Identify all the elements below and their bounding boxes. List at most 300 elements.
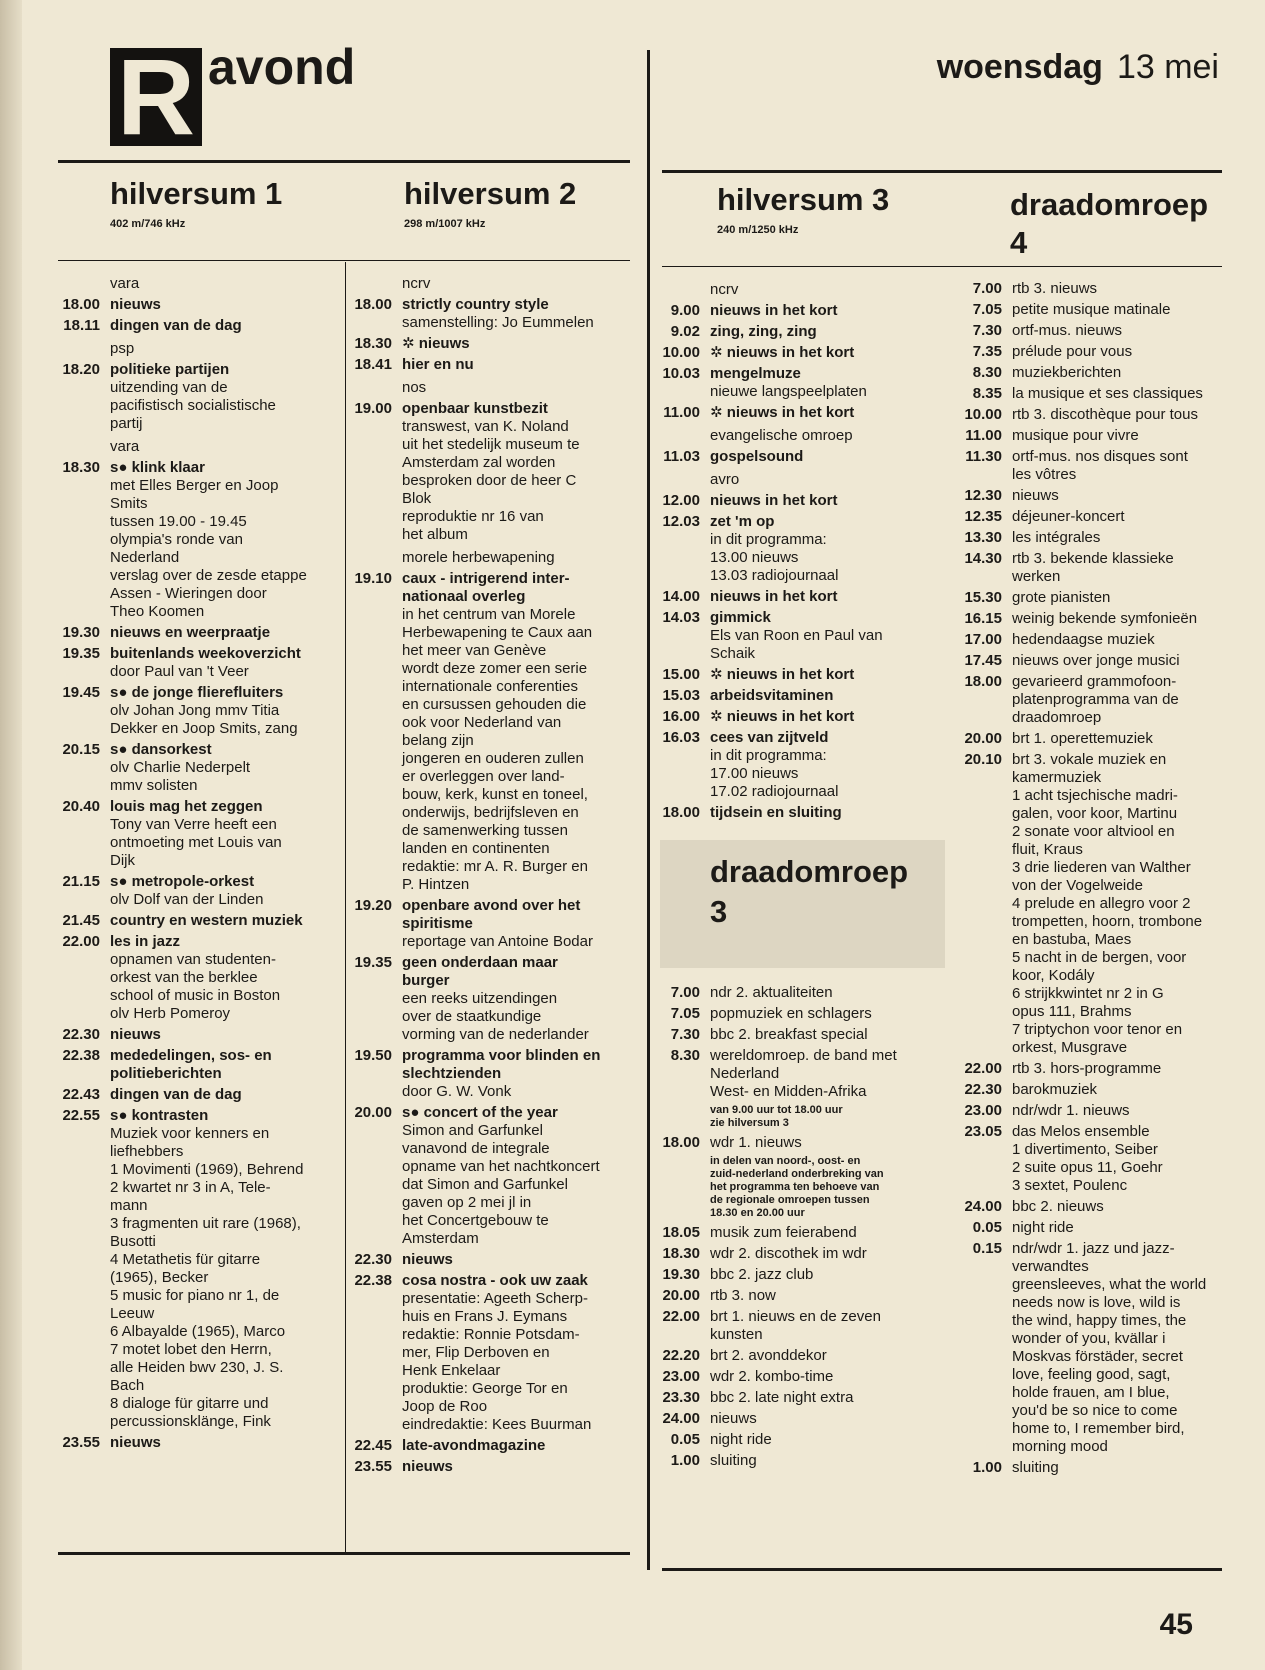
program-desc bbox=[402, 1047, 642, 1101]
program-row bbox=[342, 570, 642, 894]
program-desc bbox=[710, 1266, 950, 1284]
program-time: 7.00 bbox=[670, 984, 700, 1001]
program-title: déjeuner-koncert bbox=[1012, 508, 1125, 525]
program-title: nieuws in het kort bbox=[710, 302, 838, 319]
program-desc bbox=[1012, 406, 1242, 424]
program-desc bbox=[402, 1272, 642, 1434]
program-title: ndr/wdr 1. jazz und jazz- verwandtes greensleeves, what the world needs now is love, wild is the wind, happy times, the wonder of you, kvällar i Moskvas förstäder, secret love, feeling good, sagt, holde frauen, am I blue, you'd be so nice to come home to, I remember bird, morning mood bbox=[1012, 1240, 1207, 1455]
freq-hilversum-1: 402 m/746 kHz bbox=[110, 218, 186, 230]
program-time: 22.38 bbox=[354, 1272, 392, 1289]
program-row bbox=[952, 487, 1242, 505]
program-time: 18.30 bbox=[62, 459, 100, 476]
program-time: 8.30 bbox=[670, 1047, 700, 1064]
program-row bbox=[650, 984, 950, 1002]
program-title: ndr 2. aktualiteiten bbox=[710, 984, 833, 1001]
program-title: brt 1. nieuws en de zeven kunsten bbox=[710, 1308, 881, 1343]
broadcaster-label: morele herbewapening bbox=[402, 549, 555, 566]
program-time: 18.00 bbox=[62, 296, 100, 313]
program-title: ortf-mus. nos disques sont les vôtres bbox=[1012, 448, 1188, 483]
program-time: 16.15 bbox=[964, 610, 1002, 627]
program-desc bbox=[110, 912, 340, 930]
program-row bbox=[650, 1389, 950, 1407]
program-row bbox=[50, 684, 340, 738]
program-title: sluiting bbox=[710, 1452, 757, 1469]
program-time: 23.00 bbox=[662, 1368, 700, 1385]
program-desc bbox=[710, 1347, 950, 1365]
program-row bbox=[952, 301, 1242, 319]
program-row bbox=[952, 1123, 1242, 1195]
program-time: 0.15 bbox=[972, 1240, 1002, 1257]
program-row bbox=[342, 1047, 642, 1101]
program-time: 7.00 bbox=[972, 280, 1002, 297]
program-title: ndr/wdr 1. nieuws bbox=[1012, 1102, 1130, 1119]
program-desc bbox=[710, 302, 940, 320]
program-desc bbox=[110, 1047, 340, 1083]
program-title: musique pour vivre bbox=[1012, 427, 1139, 444]
program-time: 22.00 bbox=[662, 1308, 700, 1325]
program-row bbox=[952, 1219, 1242, 1237]
program-desc bbox=[1012, 427, 1242, 445]
program-desc bbox=[710, 1287, 950, 1305]
program-row bbox=[952, 364, 1242, 382]
program-details: reportage van Antoine Bodar bbox=[402, 933, 593, 950]
program-time: 19.30 bbox=[662, 1266, 700, 1283]
broadcaster-label: avro bbox=[710, 471, 740, 488]
program-desc bbox=[402, 954, 642, 1044]
broadcaster-label: vara bbox=[110, 275, 140, 292]
program-title: cosa nostra - ook uw zaak bbox=[402, 1272, 588, 1289]
program-desc bbox=[110, 1434, 340, 1452]
program-time: 11.00 bbox=[663, 404, 700, 421]
program-row bbox=[650, 344, 940, 362]
program-title: cees van zijtveld bbox=[710, 729, 829, 746]
program-row bbox=[952, 730, 1242, 748]
program-title: wereldomroep. de band met Nederland West- en Midden-Afrika bbox=[710, 1047, 897, 1100]
program-title: zet 'm op bbox=[710, 513, 775, 530]
program-title: strictly country style bbox=[402, 296, 549, 313]
program-time: 1.00 bbox=[972, 1459, 1002, 1476]
program-time: 18.30 bbox=[662, 1245, 700, 1262]
program-desc bbox=[110, 459, 340, 621]
program-desc bbox=[710, 513, 940, 585]
program-row bbox=[650, 1005, 950, 1023]
program-time: 16.00 bbox=[662, 708, 700, 725]
program-row bbox=[50, 361, 340, 433]
program-title: petite musique matinale bbox=[1012, 301, 1171, 318]
program-row bbox=[952, 1081, 1242, 1099]
program-title: les in jazz bbox=[110, 933, 181, 950]
program-time: 22.30 bbox=[964, 1081, 1002, 1098]
program-time: 19.45 bbox=[62, 684, 100, 701]
program-row bbox=[50, 317, 340, 335]
broadcaster-label: vara bbox=[110, 438, 140, 455]
program-title: wdr 2. discothek im wdr bbox=[710, 1245, 867, 1262]
program-title: gospelsound bbox=[710, 448, 804, 465]
program-time: 7.30 bbox=[972, 322, 1002, 339]
program-time: 10.00 bbox=[662, 344, 700, 361]
program-desc bbox=[1012, 730, 1242, 748]
program-desc bbox=[402, 400, 642, 544]
program-row bbox=[650, 1224, 950, 1242]
program-title: nieuws bbox=[1012, 487, 1059, 504]
schedule-hilversum-1 bbox=[50, 270, 340, 1455]
program-title: dingen van de dag bbox=[110, 317, 242, 334]
program-time: 11.30 bbox=[965, 448, 1002, 465]
program-row bbox=[50, 1047, 340, 1083]
program-time: 19.10 bbox=[354, 570, 392, 587]
program-title: bbc 2. breakfast special bbox=[710, 1026, 868, 1043]
program-details: olv Johan Jong mmv Titia Dekker en Joop Smits, zang bbox=[110, 702, 298, 737]
schedule-note: van 9.00 uur tot 18.00 uur zie hilversum 3 bbox=[710, 1104, 843, 1129]
program-time: 17.00 bbox=[964, 631, 1002, 648]
program-desc bbox=[710, 365, 940, 401]
program-title: gevarieerd grammofoon- platenprogramma van de draadomroep bbox=[1012, 673, 1179, 726]
weekday: woensdag bbox=[936, 48, 1103, 86]
rule-bottom-left bbox=[58, 1552, 630, 1555]
program-details: nieuwe langspeelplaten bbox=[710, 383, 867, 400]
program-title: tijdsein en sluiting bbox=[710, 804, 842, 821]
program-time: 0.05 bbox=[670, 1431, 700, 1448]
program-desc bbox=[1012, 610, 1242, 628]
program-title: nieuws bbox=[110, 296, 161, 313]
program-title: das Melos ensemble 1 divertimento, Seiber 2 suite opus 11, Goehr 3 sextet, Poulenc bbox=[1012, 1123, 1163, 1194]
program-time: 24.00 bbox=[964, 1198, 1002, 1215]
program-details: presentatie: Ageeth Scherp- huis en Frans J. Eymans redaktie: Ronnie Potsdam- mer, Flip Derboven en Henk Enkelaar produktie: George Tor en Joop de Roo eindredaktie: Kees Buurman bbox=[402, 1290, 592, 1433]
program-details: Muziek voor kenners en liefhebbers 1 Movimenti (1969), Behrend 2 kwartet nr 3 in A, Tele- mann 3 fragmenten uit rare (1968), Busotti 4 Metathetis für gitarre (1965), Becker 5 music for piano nr 1, de Leeuw 6 Albayalde (1965), Marco 7 motet lobet den Herrn, alle Heiden bwv 230, J. S. Bach 8 dialoge für gitarre und percussionsklänge, Fink bbox=[110, 1125, 304, 1430]
program-desc bbox=[1012, 1459, 1242, 1477]
program-time: 22.38 bbox=[62, 1047, 100, 1064]
program-desc bbox=[1012, 364, 1242, 382]
program-time: 20.00 bbox=[662, 1287, 700, 1304]
program-title: brt 1. operettemuziek bbox=[1012, 730, 1153, 747]
program-row bbox=[342, 954, 642, 1044]
program-desc bbox=[710, 344, 940, 362]
program-details: in het centrum van Morele Herbewapening te Caux aan het meer van Genève wordt deze zomer een serie internationale conferenties en cursussen gehouden die ook voor Nederland van belang zijn jongeren en ouderen zullen er overleggen over land- bouw, kerk, kunst en toneel, onderwijs, bedrijfsleven en de samenwerking tussen landen en continenten redaktie: mr A. R. Burger en P. Hintzen bbox=[402, 606, 593, 893]
program-time: 19.00 bbox=[354, 400, 392, 417]
program-time: 14.00 bbox=[662, 588, 700, 605]
program-desc bbox=[110, 873, 340, 909]
program-desc bbox=[710, 588, 940, 606]
program-desc bbox=[1012, 1198, 1242, 1216]
broadcaster-label: ncrv bbox=[710, 281, 739, 298]
program-desc bbox=[110, 1086, 340, 1104]
program-row bbox=[50, 741, 340, 795]
program-desc bbox=[710, 1452, 950, 1470]
program-desc bbox=[402, 356, 642, 374]
broadcaster-label: ncrv bbox=[402, 275, 431, 292]
program-time: 20.40 bbox=[62, 798, 100, 815]
program-details: opnamen van studenten- orkest van the berklee school of music in Boston olv Herb Pomeroy bbox=[110, 951, 281, 1022]
program-title: rtb 3. bekende klassieke werken bbox=[1012, 550, 1174, 585]
program-title: bbc 2. jazz club bbox=[710, 1266, 814, 1283]
program-row bbox=[342, 400, 642, 544]
program-time: 23.30 bbox=[662, 1389, 700, 1406]
program-title: programma voor blinden en slechtzienden bbox=[402, 1047, 601, 1082]
program-row bbox=[50, 1086, 340, 1104]
program-row bbox=[952, 1060, 1242, 1078]
program-time: 18.00 bbox=[662, 804, 700, 821]
program-title: country en western muziek bbox=[110, 912, 303, 929]
program-title: ✲ nieuws in het kort bbox=[710, 404, 855, 421]
program-row bbox=[50, 296, 340, 314]
program-time: 18.20 bbox=[62, 361, 100, 378]
program-desc bbox=[710, 448, 940, 466]
program-row bbox=[50, 1107, 340, 1431]
program-time: 11.03 bbox=[663, 448, 700, 465]
program-row bbox=[342, 1437, 642, 1455]
program-time: 12.03 bbox=[662, 513, 700, 530]
program-row bbox=[650, 1026, 950, 1044]
program-row bbox=[650, 513, 940, 585]
program-title: brt 2. avonddekor bbox=[710, 1347, 827, 1364]
program-time: 22.30 bbox=[62, 1026, 100, 1043]
program-desc bbox=[402, 335, 642, 353]
program-title: nieuws en weerpraatje bbox=[110, 624, 271, 641]
program-time: 15.30 bbox=[964, 589, 1002, 606]
program-desc bbox=[1012, 529, 1242, 547]
program-desc bbox=[1012, 751, 1242, 1057]
program-title: prélude pour vous bbox=[1012, 343, 1133, 360]
program-desc bbox=[1012, 1219, 1242, 1237]
program-desc bbox=[710, 1410, 950, 1428]
program-row bbox=[650, 323, 940, 341]
program-row bbox=[952, 751, 1242, 1057]
program-title: openbaar kunstbezit bbox=[402, 400, 548, 417]
program-details: in dit programma: 17.00 nieuws 17.02 radiojournaal bbox=[710, 747, 839, 800]
program-details: door G. W. Vonk bbox=[402, 1083, 512, 1100]
date-header bbox=[937, 48, 1219, 87]
program-row bbox=[50, 645, 340, 681]
program-row bbox=[952, 652, 1242, 670]
program-details: een reeks uitzendingen over de staatkundige vorming van de nederlander bbox=[402, 990, 589, 1043]
program-title: nieuws bbox=[402, 1251, 453, 1268]
program-time: 9.02 bbox=[670, 323, 700, 340]
program-row bbox=[50, 1026, 340, 1044]
program-title: sluiting bbox=[1012, 1459, 1059, 1476]
program-desc bbox=[402, 1251, 642, 1269]
program-title: ✲ nieuws bbox=[402, 335, 470, 352]
program-time: 9.00 bbox=[670, 302, 700, 319]
program-title: s● kontrasten bbox=[110, 1107, 209, 1124]
program-desc bbox=[110, 741, 340, 795]
date: 13 mei bbox=[1116, 48, 1219, 86]
rule-bottom-right bbox=[662, 1568, 1222, 1571]
program-desc bbox=[710, 708, 940, 726]
program-time: 19.50 bbox=[354, 1047, 392, 1064]
program-desc bbox=[1012, 487, 1242, 505]
program-title: hedendaagse muziek bbox=[1012, 631, 1155, 648]
program-desc bbox=[402, 570, 642, 894]
program-title: ortf-mus. nieuws bbox=[1012, 322, 1123, 339]
program-title: arbeidsvitaminen bbox=[710, 687, 834, 704]
broadcaster-label: evangelische omroep bbox=[710, 427, 853, 444]
program-row bbox=[50, 873, 340, 909]
program-title: geen onderdaan maar burger bbox=[402, 954, 558, 989]
program-row bbox=[342, 1458, 642, 1476]
program-title: la musique et ses classiques bbox=[1012, 385, 1203, 402]
program-time: 22.00 bbox=[964, 1060, 1002, 1077]
program-row bbox=[342, 1251, 642, 1269]
program-time: 23.55 bbox=[62, 1434, 100, 1451]
program-row bbox=[650, 804, 940, 822]
program-time: 19.35 bbox=[354, 954, 392, 971]
program-desc bbox=[710, 1047, 950, 1101]
program-title: ✲ nieuws in het kort bbox=[710, 708, 855, 725]
program-row bbox=[342, 335, 642, 353]
program-desc bbox=[710, 1431, 950, 1449]
program-desc bbox=[110, 361, 340, 433]
program-title: nieuws bbox=[110, 1434, 161, 1451]
program-desc bbox=[710, 1224, 950, 1242]
program-desc bbox=[1012, 1102, 1242, 1120]
program-desc bbox=[710, 323, 940, 341]
program-details: Tony van Verre heeft een ontmoeting met Louis van Dijk bbox=[110, 816, 282, 869]
program-details: Els van Roon en Paul van Schaik bbox=[710, 627, 883, 662]
program-time: 19.20 bbox=[354, 897, 392, 914]
program-desc bbox=[710, 1005, 950, 1023]
program-title: ✲ nieuws in het kort bbox=[710, 344, 855, 361]
broadcaster-label: nos bbox=[402, 379, 427, 396]
program-time: 10.03 bbox=[662, 365, 700, 382]
rule-top-right bbox=[662, 170, 1222, 173]
program-desc bbox=[710, 1134, 950, 1152]
station-draadomroep-3: draadomroep 3 bbox=[710, 854, 909, 929]
program-title: weinig bekende symfonieën bbox=[1012, 610, 1198, 627]
program-row bbox=[50, 798, 340, 870]
page-edge bbox=[0, 0, 22, 1670]
schedule-note: in delen van noord-, oost- en zuid-nederland onderbreking van het programma ten behoeve van de regionale omroepen tussen 18.30 en 20.00 uur bbox=[710, 1155, 884, 1219]
program-desc bbox=[710, 729, 940, 801]
program-desc bbox=[710, 1368, 950, 1386]
program-desc bbox=[1012, 1123, 1242, 1195]
program-row bbox=[952, 1240, 1242, 1456]
program-time: 7.05 bbox=[670, 1005, 700, 1022]
program-time: 12.00 bbox=[662, 492, 700, 509]
program-title: s● dansorkest bbox=[110, 741, 212, 758]
program-row bbox=[50, 1434, 340, 1452]
program-row bbox=[650, 687, 940, 705]
page-number: 45 bbox=[1159, 1608, 1193, 1641]
program-desc bbox=[1012, 508, 1242, 526]
program-desc bbox=[1012, 301, 1242, 319]
program-time: 21.15 bbox=[62, 873, 100, 890]
program-title: nieuws in het kort bbox=[710, 492, 838, 509]
program-row bbox=[952, 508, 1242, 526]
program-desc bbox=[710, 404, 940, 422]
program-desc bbox=[1012, 448, 1242, 484]
program-time: 18.11 bbox=[63, 317, 100, 334]
program-row bbox=[650, 708, 940, 726]
program-desc bbox=[110, 317, 340, 335]
program-title: nieuws bbox=[402, 1458, 453, 1475]
program-desc bbox=[402, 1437, 642, 1455]
program-desc bbox=[1012, 550, 1242, 586]
program-title: nieuws over jonge musici bbox=[1012, 652, 1180, 669]
program-time: 22.55 bbox=[62, 1107, 100, 1124]
program-time: 20.00 bbox=[354, 1104, 392, 1121]
program-title: gimmick bbox=[710, 609, 771, 626]
program-desc bbox=[710, 1245, 950, 1263]
program-desc bbox=[1012, 1060, 1242, 1078]
station-hilversum-2: hilversum 2 bbox=[404, 176, 577, 211]
rule-top-left bbox=[58, 160, 630, 163]
program-row bbox=[50, 933, 340, 1023]
broadcaster-label: psp bbox=[110, 340, 135, 357]
section-title: avond bbox=[208, 39, 356, 95]
program-time: 22.45 bbox=[354, 1437, 392, 1454]
program-title: night ride bbox=[710, 1431, 772, 1448]
program-row bbox=[952, 406, 1242, 424]
program-row bbox=[952, 448, 1242, 484]
program-desc bbox=[1012, 1081, 1242, 1099]
program-desc bbox=[110, 1026, 340, 1044]
program-time: 23.05 bbox=[964, 1123, 1002, 1140]
program-title: nieuws bbox=[710, 1410, 757, 1427]
program-time: 16.03 bbox=[662, 729, 700, 746]
program-title: les intégrales bbox=[1012, 529, 1101, 546]
program-desc bbox=[1012, 322, 1242, 340]
program-row bbox=[952, 631, 1242, 649]
program-title: musik zum feierabend bbox=[710, 1224, 857, 1241]
program-desc bbox=[1012, 589, 1242, 607]
program-details: olv Charlie Nederpelt mmv solisten bbox=[110, 759, 251, 794]
schedule-draadomroep-4 bbox=[952, 280, 1242, 1480]
program-time: 20.10 bbox=[964, 751, 1002, 768]
program-title: s● klink klaar bbox=[110, 459, 205, 476]
program-details: met Elles Berger en Joop Smits tussen 19.00 - 19.45 olympia's ronde van Nederland verslag over de zesde etappe Assen - Wieringen door Theo Koomen bbox=[110, 477, 307, 620]
program-details: door Paul van 't Veer bbox=[110, 663, 249, 680]
program-time: 23.00 bbox=[964, 1102, 1002, 1119]
program-desc bbox=[710, 1026, 950, 1044]
program-time: 18.00 bbox=[354, 296, 392, 313]
program-time: 8.30 bbox=[972, 364, 1002, 381]
program-desc bbox=[710, 492, 940, 510]
program-desc bbox=[1012, 652, 1242, 670]
program-title: hier en nu bbox=[402, 356, 474, 373]
program-time: 14.30 bbox=[964, 550, 1002, 567]
program-row bbox=[342, 296, 642, 332]
program-time: 22.43 bbox=[62, 1086, 100, 1103]
program-time: 18.05 bbox=[662, 1224, 700, 1241]
schedule-hilversum-2 bbox=[342, 270, 642, 1479]
program-row bbox=[952, 529, 1242, 547]
program-desc bbox=[402, 296, 642, 332]
program-desc bbox=[710, 1308, 950, 1344]
program-time: 20.15 bbox=[62, 741, 100, 758]
program-title: bbc 2. late night extra bbox=[710, 1389, 854, 1406]
program-title: mengelmuze bbox=[710, 365, 801, 382]
program-row bbox=[342, 897, 642, 951]
program-time: 17.45 bbox=[964, 652, 1002, 669]
program-details: transwest, van K. Noland uit het stedelijk museum te Amsterdam zal worden besproken door de heer C Blok reproduktie nr 16 van het album bbox=[402, 418, 580, 543]
program-title: zing, zing, zing bbox=[710, 323, 817, 340]
program-row bbox=[650, 1047, 950, 1101]
program-desc bbox=[402, 1458, 642, 1476]
program-row bbox=[650, 1287, 950, 1305]
program-row bbox=[650, 302, 940, 320]
program-title: politieke partijen bbox=[110, 361, 230, 378]
program-title: mededelingen, sos- en politieberichten bbox=[110, 1047, 272, 1082]
program-title: nieuws bbox=[110, 1026, 161, 1043]
program-row bbox=[650, 448, 940, 466]
program-row bbox=[650, 1431, 950, 1449]
program-time: 22.20 bbox=[662, 1347, 700, 1364]
program-time: 15.00 bbox=[662, 666, 700, 683]
program-time: 11.00 bbox=[965, 427, 1002, 444]
program-desc bbox=[710, 687, 940, 705]
program-desc bbox=[710, 804, 940, 822]
program-desc bbox=[1012, 1240, 1242, 1456]
